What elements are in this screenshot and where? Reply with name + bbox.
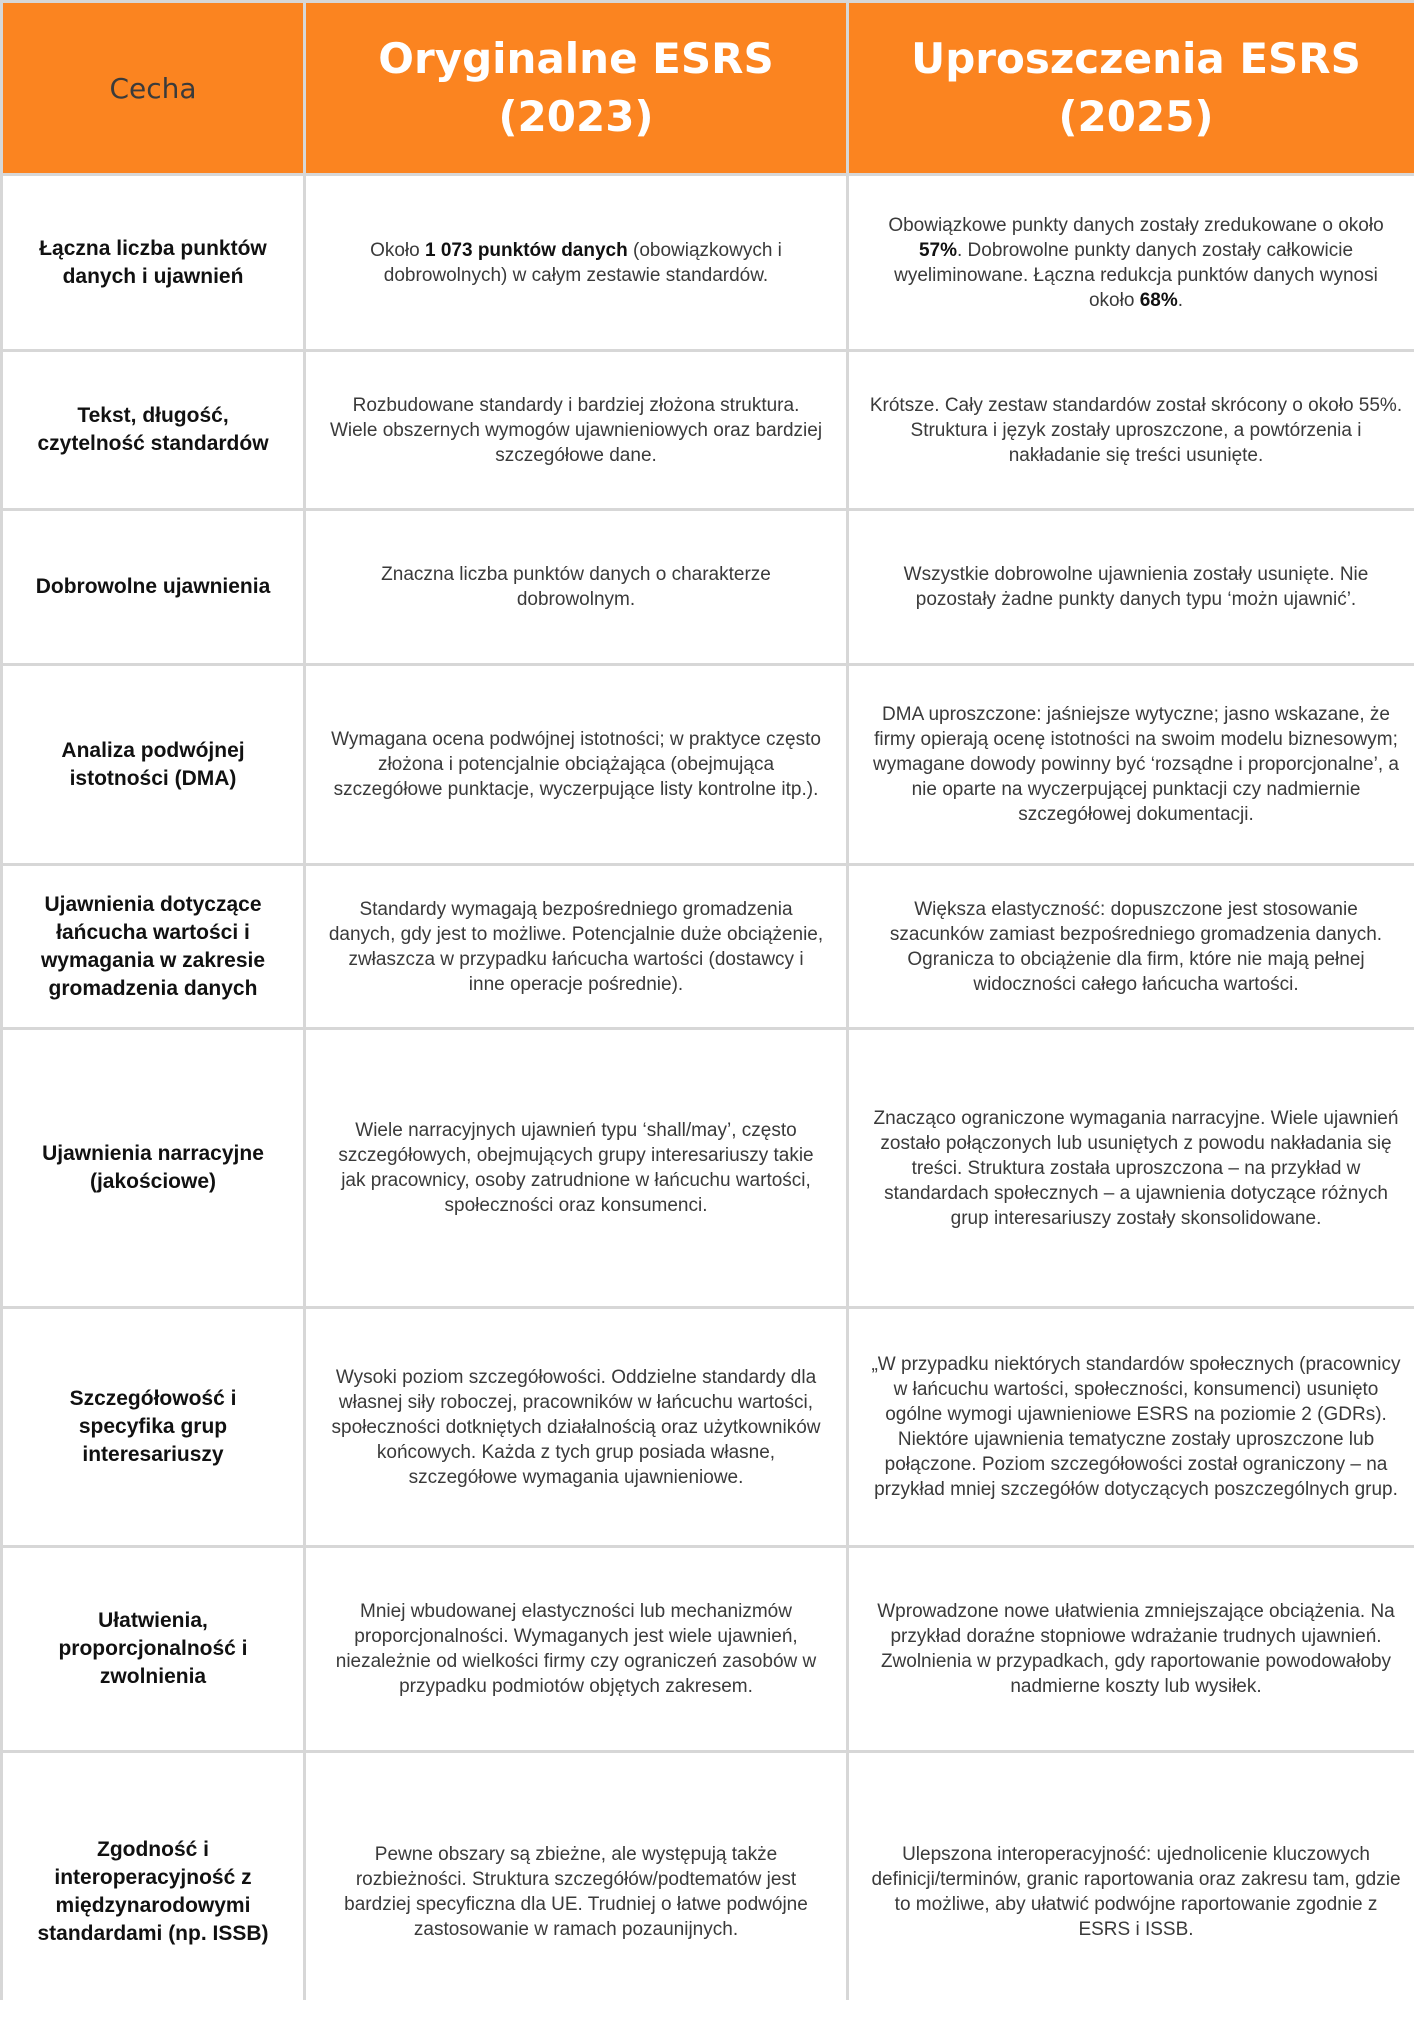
row-6-feature: Ujawnienia narracyjne (jakościowe) (3, 1030, 303, 1306)
row-6-simplified: Znacząco ograniczone wymagania narracyjne. Wiele ujawnień zostało połączonych lub usuniętych z powodu nakładania się treści. Struktura została uproszczona – na przykład w standardach społecznych – a ujawnienia dotyczące różnych grup interesariuszy zostały skonsolidowane. (849, 1030, 1414, 1306)
row-9-feature: Zgodność i interoperacyjność z międzynarodowymi standardami (np. ISSB) (3, 1753, 303, 2031)
header-original (306, 3, 846, 173)
header-original-year: (2023) (498, 92, 654, 141)
header-original-title: Oryginalne ESRS (378, 34, 774, 83)
row-5-original: Standardy wymagają bezpośredniego gromadzenia danych, gdy jest to możliwe. Potencjalnie duże obciążenie, zwłaszcza w przypadku łańcucha wartości (dostawcy i inne operacje pośrednie). (306, 866, 846, 1027)
row-1-original: Około 1 073 punktów danych (obowiązkowych i dobrowolnych) w całym zestawie standardów. (306, 176, 846, 349)
row-5-feature: Ujawnienia dotyczące łańcucha wartości i wymagania w zakresie gromadzenia danych (3, 866, 303, 1027)
row-8-feature: Ułatwienia, proporcjonalność i zwolnienia (3, 1548, 303, 1750)
header-feature-label: Cecha (109, 71, 197, 105)
row-9-simplified: Ulepszona interoperacyjność: ujednolicenie kluczowych definicji/terminów, granic raportowania oraz zakresu tam, gdzie to możliwe, aby ułatwić podwójne raportowanie zgodnie z ESRS i ISSB. (849, 1753, 1414, 2031)
row-7-feature: Szczegółowość i specyfika grup interesariuszy (3, 1309, 303, 1545)
row-2-simplified: Krótsze. Cały zestaw standardów został skrócony o około 55%. Struktura i język zostały uproszczone, a powtórzenia i nakładanie się treści usunięte. (849, 352, 1414, 508)
row-7-simplified: „W przypadku niektórych standardów społecznych (pracownicy w łańcuchu wartości, społeczności, konsumenci) usunięto ogólne wymogi ujawnieniowe ESRS na poziomie 2 (GDRs). Niektóre ujawnienia tematyczne zostały uproszczone lub połączone. Poziom szczegółowości został ograniczony – na przykład mniej szczegółów dotyczących poszczególnych grup. (849, 1309, 1414, 1545)
row-8-original: Mniej wbudowanej elastyczności lub mechanizmów proporcjonalności. Wymaganych jest wiele ujawnień, niezależnie od wielkości firmy czy ograniczeń zasobów w przypadku podmiotów objętych zakresem. (306, 1548, 846, 1750)
row-4-original: Wymagana ocena podwójnej istotności; w praktyce często złożona i potencjalnie obciążająca (obejmująca szczegółowe punktacje, wyczerpujące listy kontrolne itp.). (306, 666, 846, 863)
header-simplified-title: Uproszczenia ESRS (911, 34, 1361, 83)
row-8-simplified: Wprowadzone nowe ułatwienia zmniejszające obciążenia. Na przykład doraźne stopniowe wdrażanie trudnych ujawnień. Zwolnienia w przypadkach, gdy raportowanie powodowałoby nadmierne koszty lub wysiłek. (849, 1548, 1414, 1750)
row-1-simplified: Obowiązkowe punkty danych zostały zredukowane o około 57%. Dobrowolne punkty danych zostały całkowicie wyeliminowane. Łączna redukcja punktów danych wynosi około 68%. (849, 176, 1414, 349)
header-feature (3, 3, 303, 173)
header-simplified-year: (2025) (1058, 92, 1214, 141)
row-3-feature: Dobrowolne ujawnienia (3, 511, 303, 663)
row-6-original: Wiele narracyjnych ujawnień typu ‘shall/may’, często szczegółowych, obejmujących grupy interesariuszy takie jak pracownicy, osoby zatrudnione w łańcuchu wartości, społeczności oraz konsumenci. (306, 1030, 846, 1306)
row-1-feature: Łączna liczba punktów danych i ujawnień (3, 176, 303, 349)
row-4-simplified: DMA uproszczone: jaśniejsze wytyczne; jasno wskazane, że firmy opierają ocenę istotności na swoim modelu biznesowym; wymagane dowody powinny być ‘rozsądne i proporcjonalne’, a nie oparte na wyczerpującej punktacji czy nadmiernie szczegółowej dokumentacji. (849, 666, 1414, 863)
row-2-original: Rozbudowane standardy i bardziej złożona struktura. Wiele obszernych wymogów ujawnieniowych oraz bardziej szczegółowe dane. (306, 352, 846, 508)
row-5-simplified: Większa elastyczność: dopuszczone jest stosowanie szacunków zamiast bezpośredniego gromadzenia danych. Ogranicza to obciążenie dla firm, które nie mają pełnej widoczności całego łańcucha wartości. (849, 866, 1414, 1027)
row-3-simplified: Wszystkie dobrowolne ujawnienia zostały usunięte. Nie pozostały żadne punkty danych typu ‘możn ujawnić’. (849, 511, 1414, 663)
row-3-original: Znaczna liczba punktów danych o charakterze dobrowolnym. (306, 511, 846, 663)
header-simplified (849, 3, 1414, 173)
row-2-feature: Tekst, długość, czytelność standardów (3, 352, 303, 508)
row-9-original: Pewne obszary są zbieżne, ale występują także rozbieżności. Struktura szczegółów/podtematów jest bardziej specyficzna dla UE. Trudniej o łatwe podwójne zastosowanie w ramach pozaunijnych. (306, 1753, 846, 2031)
row-7-original: Wysoki poziom szczegółowości. Oddzielne standardy dla własnej siły roboczej, pracowników w łańcuchu wartości, społeczności dotkniętych działalnością oraz użytkowników końcowych. Każda z tych grup posiada własne, szczegółowe wymagania ujawnieniowe. (306, 1309, 846, 1545)
row-4-feature: Analiza podwójnej istotności (DMA) (3, 666, 303, 863)
